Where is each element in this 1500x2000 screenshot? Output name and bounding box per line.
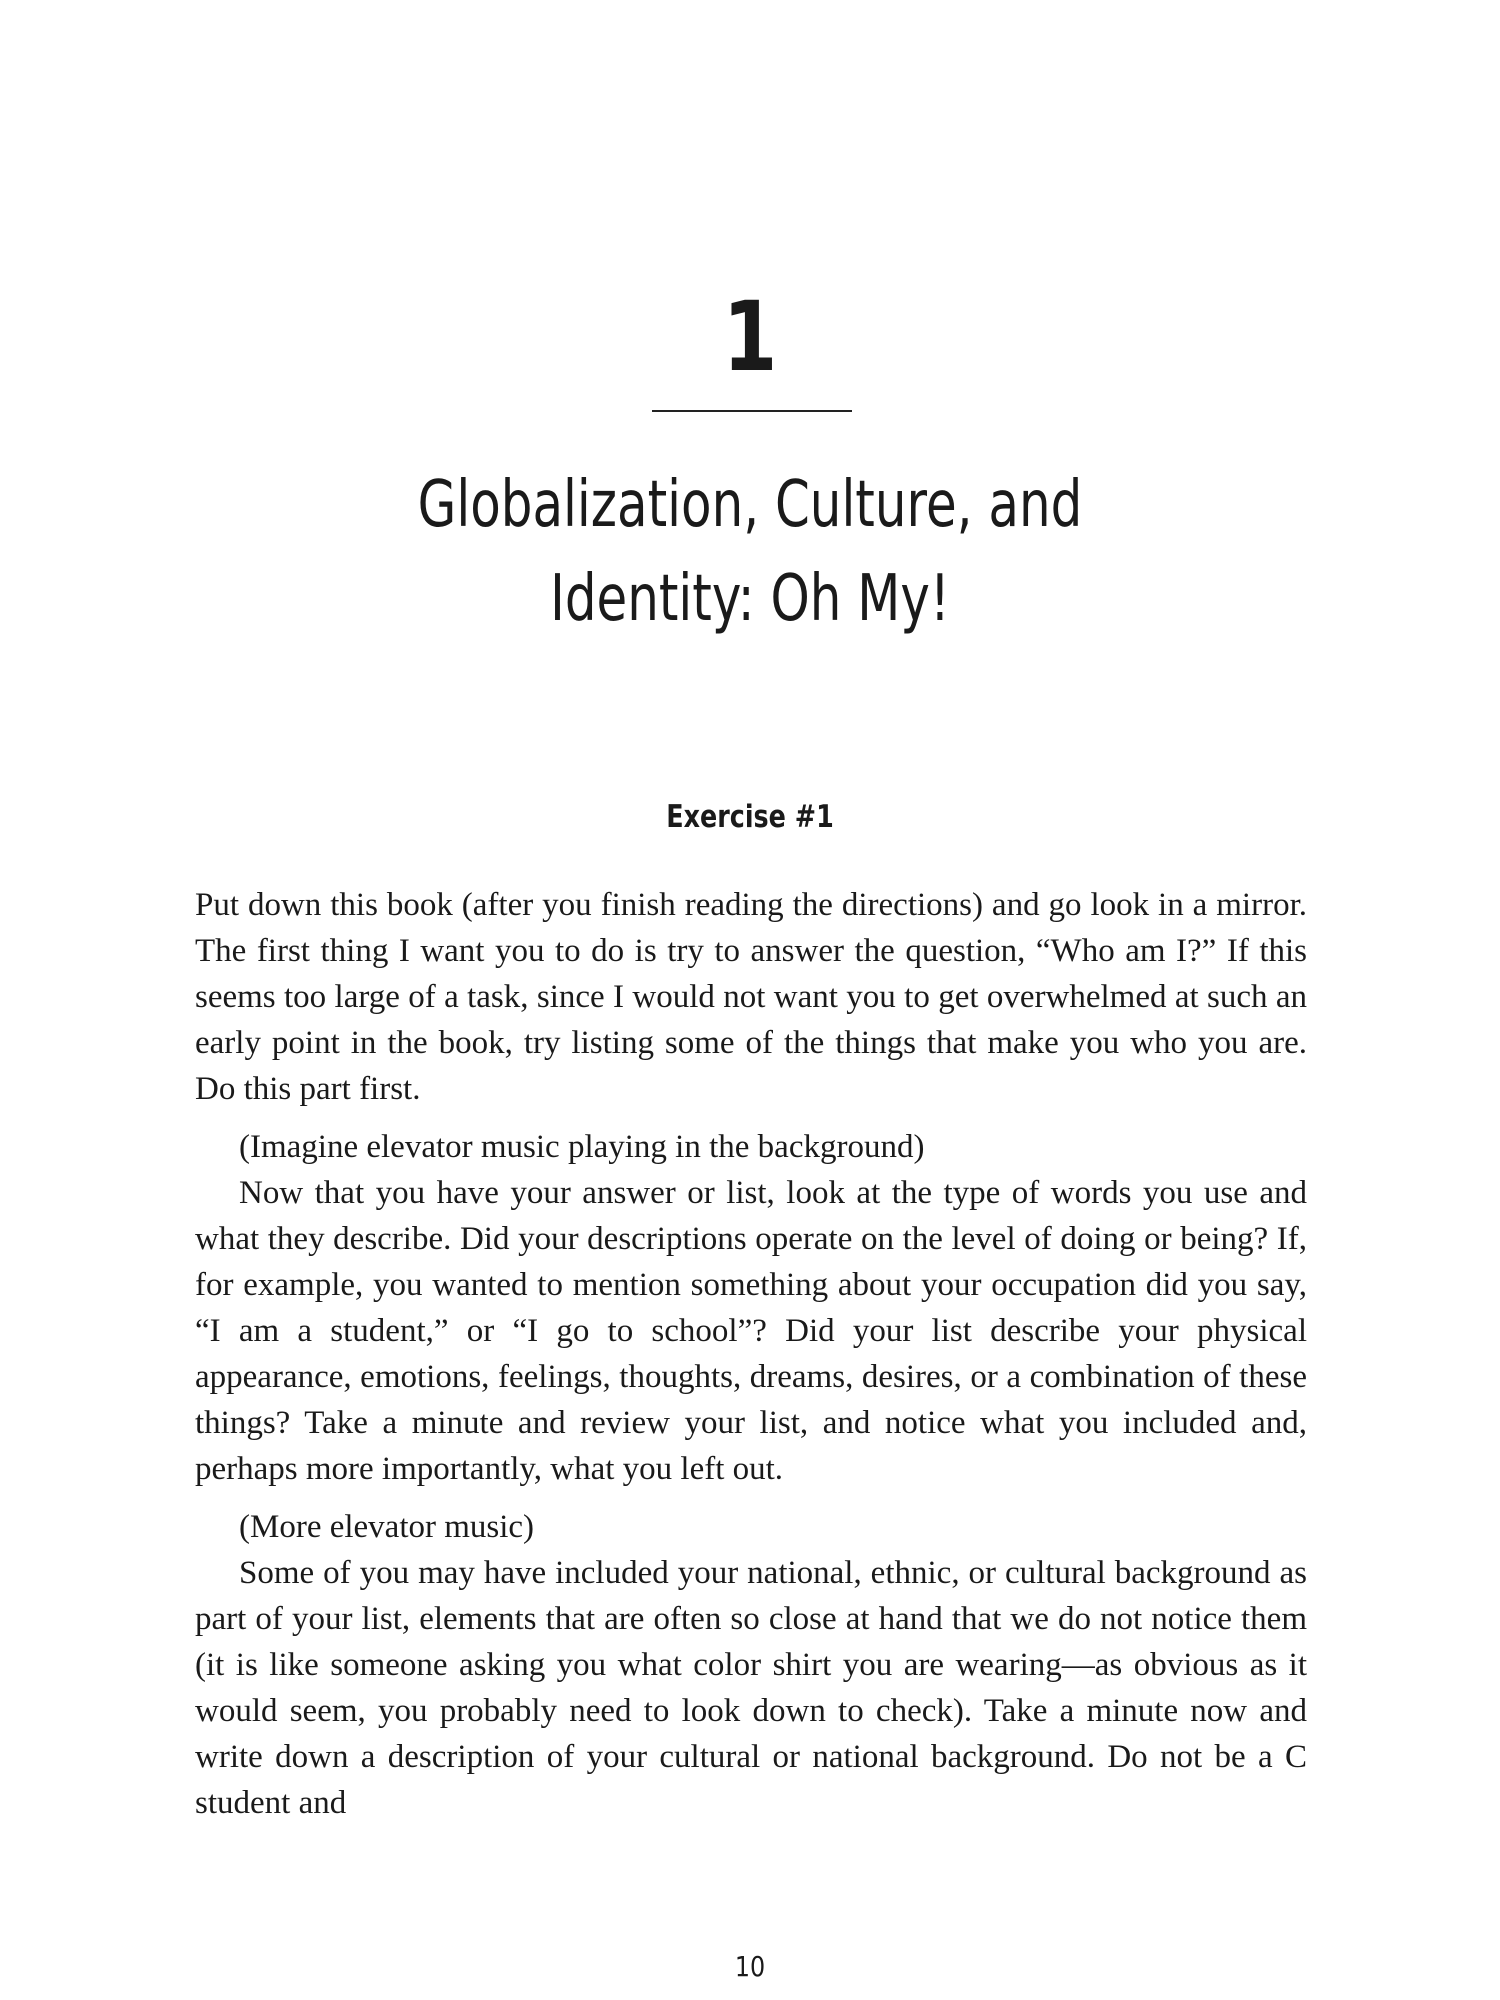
chapter-divider-rule <box>652 410 852 412</box>
chapter-number: 1 <box>722 281 778 393</box>
body-text <box>195 882 1307 1826</box>
paragraph-4: (More elevator music) <box>239 1509 535 1545</box>
paragraph-2: (Imagine elevator music playing in the background) <box>239 1129 925 1165</box>
chapter-title-line-1: Globalization, Culture, and <box>417 468 1083 542</box>
section-heading: Exercise #1 <box>666 799 834 835</box>
paragraph-3: Now that you have your answer or list, look at the type of words you use and what they describe. Did your descriptions operate on the level of doing or being? If, for example, you wanted to mention something about your occupation did you say, “I am a student,” or “I go to school”? Did your list describe your physical appearance, emotions, feelings, thoughts, dreams, desires, or a combination of these things? Take a minute and review your list, and notice what you included and, perhaps more importantly, what you left out. <box>195 1175 1307 1487</box>
paragraph-5: Some of you may have included your national, ethnic, or cultural background as part of your list, elements that are often so close at hand that we do not notice them (it is like someone asking you what color shirt you are wearing—as obvious as it would seem, you probably need to look down to check). Take a minute now and write down a description of your cultural or national background. Do not be a C student and <box>195 1555 1307 1821</box>
paragraph-1: Put down this book (after you finish reading the directions) and go look in a mirror. The first thing I want you to do is try to answer the question, “Who am I?” If this seems too large of a task, since I would not want you to get overwhelmed at such an early point in the book, try listing some of the things that make you who you are. Do this part first. <box>195 887 1307 1107</box>
page-number: 10 <box>734 1950 766 1983</box>
chapter-title <box>165 458 1335 646</box>
chapter-title-line-2: Identity: Oh My! <box>550 562 950 636</box>
